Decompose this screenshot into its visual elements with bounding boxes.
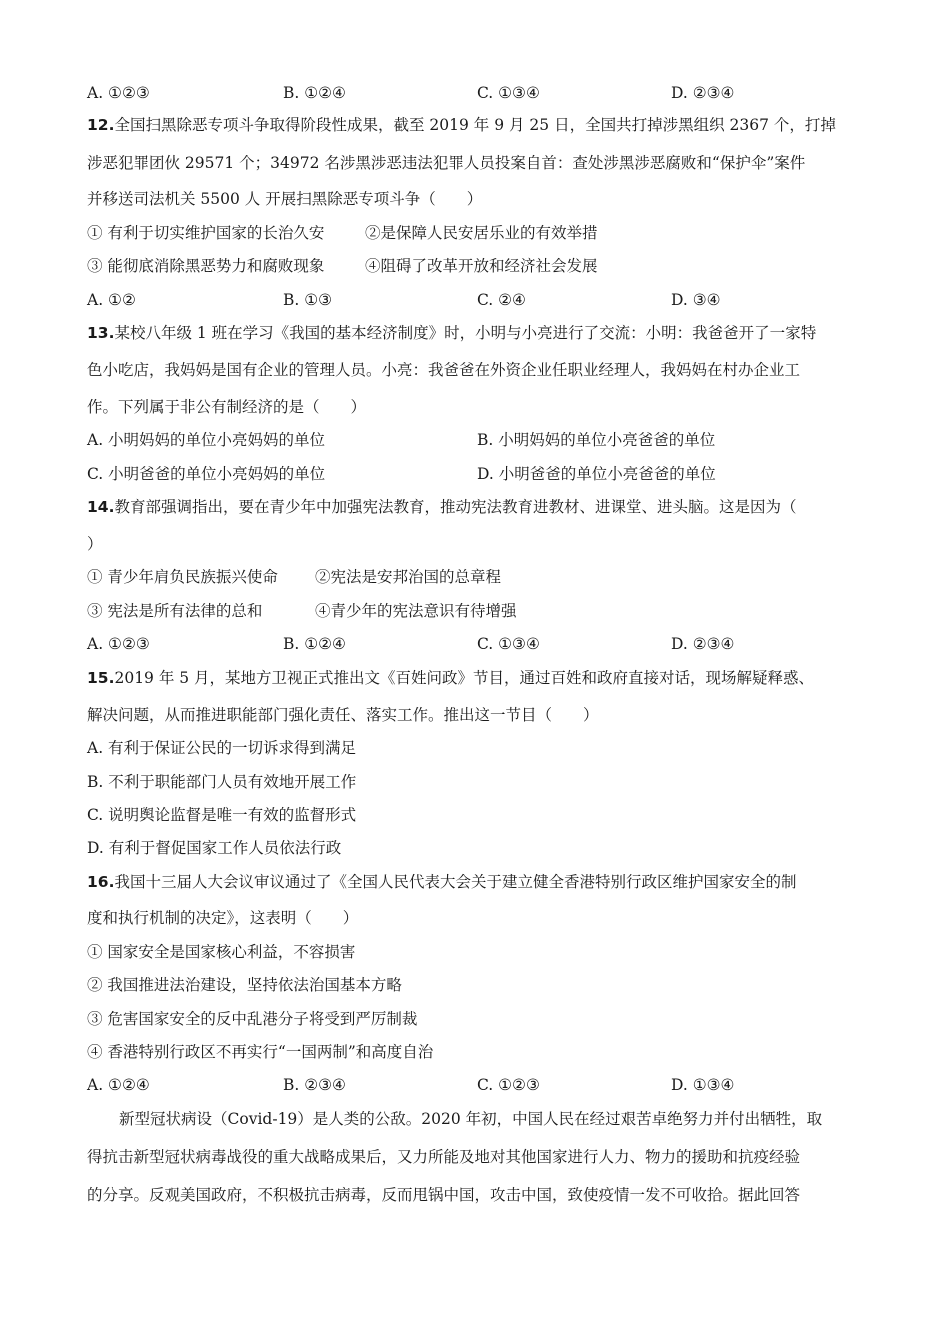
q12-statement-row-2	[87, 256, 867, 276]
passage-line-3: 的分享。反观美国政府，不积极抗击病毒，反而甩锅中国，攻击中国，致使疫情一发不可收拾。据此回答	[87, 1186, 801, 1204]
q15-stem-line-2: 解决问题，从而推进职能部门强化责任、落实工作。推出这一节目（ ）	[87, 706, 599, 724]
q14-stem-line-2: ）	[87, 535, 103, 553]
q16-option-b: B. ②③④	[283, 1076, 346, 1094]
q11-option-d: D. ②③④	[671, 84, 735, 102]
q14-statement-row-2	[87, 601, 867, 621]
q14-options	[87, 634, 867, 654]
q14-option-c: C. ①③④	[477, 635, 540, 653]
q15-option-c: C. 说明舆论监督是唯一有效的监督形式	[87, 806, 357, 824]
q14-number: 14.	[87, 498, 115, 516]
q12-option-a: A. ①②	[87, 291, 136, 309]
q13-options-row-1	[87, 430, 867, 450]
q15-stem-line-1	[87, 668, 867, 688]
q13-stem-line-3: 作。下列属于非公有制经济的是（ ）	[87, 398, 367, 416]
q16-statement-2: ② 我国推进法治建设，坚持依法治国基本方略	[87, 976, 402, 994]
q16-number: 16.	[87, 873, 115, 891]
q12-stem-line-1	[87, 115, 867, 135]
q13-option-b: B. 小明妈妈的单位小亮爸爸的单位	[477, 431, 716, 449]
q16-statement-3: ③ 危害国家安全的反中乱港分子将受到严厉制裁	[87, 1010, 418, 1028]
q16-option-d: D. ①③④	[671, 1076, 735, 1094]
q15-number: 15.	[87, 669, 115, 687]
q16-statement-1: ① 国家安全是国家核心利益，不容损害	[87, 943, 356, 961]
q16-statement-4: ④ 香港特别行政区不再实行“一国两制”和高度自治	[87, 1043, 434, 1061]
q15-option-b: B. 不利于职能部门人员有效地开展工作	[87, 773, 357, 791]
q13-text-1: 某校八年级 1 班在学习《我国的基本经济制度》时，小明与小亮进行了交流：小明：我爸爸开了一家特	[114, 324, 817, 342]
q12-statement-3: ③ 能彻底消除黑恶势力和腐败现象	[87, 257, 325, 275]
q16-text-1: 我国十三届人大会议审议通过了《全国人民代表大会关于建立健全香港特别行政区维护国家安全的制	[114, 873, 797, 891]
q15-text-1: 2019 年 5 月，某地方卫视正式推出文《百姓问政》节目，通过百姓和政府直接对话，现场解疑释惑、	[114, 669, 815, 687]
q15-option-a: A. 有利于保证公民的一切诉求得到满足	[87, 739, 357, 757]
q13-stem-line-1	[87, 323, 867, 343]
passage-line-1: 新型冠状病设（Covid-19）是人类的公敌。2020 年初，中国人民在经过艰苦卓绝努力并付出牺牲，取	[119, 1110, 823, 1128]
q14-statement-3: ③ 宪法是所有法律的总和	[87, 602, 263, 620]
q11-option-b: B. ①②④	[283, 84, 346, 102]
q12-options	[87, 290, 867, 310]
q13-options-row-2	[87, 464, 867, 484]
q14-statement-row-1	[87, 567, 867, 587]
q14-statement-1: ① 青少年肩负民族振兴使命	[87, 568, 278, 586]
q16-options	[87, 1075, 867, 1095]
q12-stem-line-2: 涉恶犯罪团伙 29571 个；34972 名涉黑涉恶违法犯罪人员投案自首：查处涉黑涉恶腐败和“保护伞”案件	[87, 154, 806, 172]
q12-statement-1: ① 有利于切实维护国家的长治久安	[87, 224, 325, 242]
q12-statement-2: ②是保障人民安居乐业的有效举措	[365, 224, 598, 242]
q12-number: 12.	[87, 116, 115, 134]
q12-statement-row-1	[87, 223, 867, 243]
q16-option-c: C. ①②③	[477, 1076, 540, 1094]
q12-statement-4: ④阻碍了改革开放和经济社会发展	[365, 257, 598, 275]
q13-option-c: C. 小明爸爸的单位小亮妈妈的单位	[87, 465, 326, 483]
q16-option-a: A. ①②④	[87, 1076, 150, 1094]
q14-statement-4: ④青少年的宪法意识有待增强	[315, 602, 517, 620]
q14-statement-2: ②宪法是安邦治国的总章程	[315, 568, 502, 586]
q15-option-d: D. 有利于督促国家工作人员依法行政	[87, 839, 342, 857]
q13-option-a: A. 小明妈妈的单位小亮妈妈的单位	[87, 431, 326, 449]
q13-stem-line-2: 色小吃店，我妈妈是国有企业的管理人员。小亮：我爸爸在外资企业任职业经理人，我妈妈在村办企业工	[87, 361, 801, 379]
q14-option-b: B. ①②④	[283, 635, 346, 653]
q12-option-d: D. ③④	[671, 291, 721, 309]
q14-option-d: D. ②③④	[671, 635, 735, 653]
q16-stem-line-1	[87, 872, 867, 892]
q14-option-a: A. ①②③	[87, 635, 150, 653]
q12-text-1: 全国扫黑除恶专项斗争取得阶段性成果，截至 2019 年 9 月 25 日，全国共打掉涉黑组织 2367 个，打掉	[114, 116, 836, 134]
passage-line-2: 得抗击新型冠状病毒战役的重大战略成果后，又力所能及地对其他国家进行人力、物力的援助和抗疫经验	[87, 1148, 801, 1166]
q12-option-b: B. ①③	[283, 291, 333, 309]
q12-stem-line-3: 并移送司法机关 5500 人 开展扫黑除恶专项斗争（ ）	[87, 190, 483, 208]
q11-options	[87, 83, 867, 103]
q14-text-1: 教育部强调指出，要在青少年中加强宪法教育，推动宪法教育进教材、进课堂、进头脑。这是因为（	[114, 498, 797, 516]
q13-number: 13.	[87, 324, 115, 342]
q13-option-d: D. 小明爸爸的单位小亮爸爸的单位	[477, 465, 716, 483]
q12-option-c: C. ②④	[477, 291, 526, 309]
q16-stem-line-2: 度和执行机制的决定》，这表明（ ）	[87, 909, 359, 927]
q11-option-c: C. ①③④	[477, 84, 540, 102]
q14-stem-line-1	[87, 497, 867, 517]
q11-option-a: A. ①②③	[87, 84, 150, 102]
